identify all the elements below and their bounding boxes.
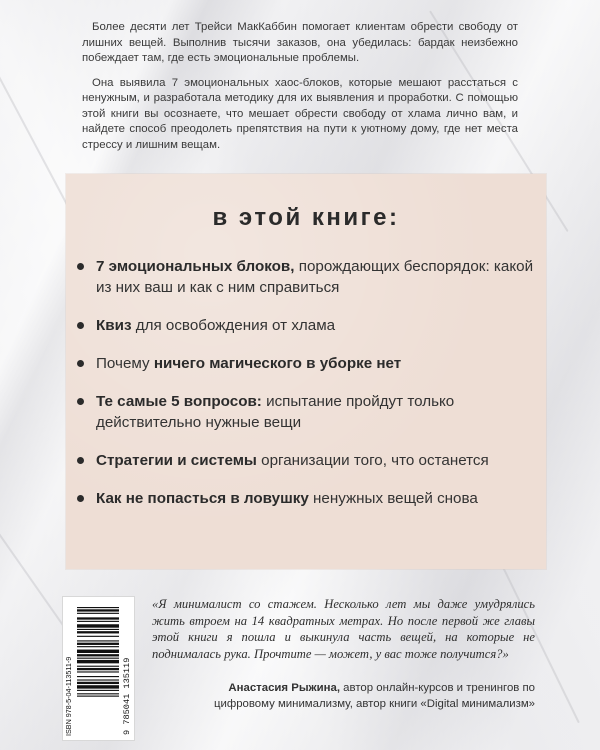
bullet-icon [77, 263, 84, 270]
barcode-bar [77, 621, 119, 622]
author-name: Анастасия Рыжина, [228, 682, 341, 694]
list-item-text: ненужных вещей снова [308, 490, 478, 507]
testimonial-author [170, 680, 535, 712]
list-item-bold: Стратегии и системы [96, 452, 257, 469]
list-item-text: для освобождения от хлама [131, 317, 336, 334]
barcode-bar [77, 696, 119, 697]
barcode-bar [77, 658, 119, 659]
list-item [76, 353, 536, 374]
barcode-bar [77, 640, 119, 641]
barcode-bar [77, 666, 119, 667]
barcode-bar [77, 690, 119, 691]
list-item [76, 488, 536, 509]
list-item-bold: Квиз [96, 317, 132, 334]
bullet-icon [77, 398, 84, 405]
bullet-icon [77, 322, 84, 329]
isbn-label: ISBN 978-5-04-113511-9 [64, 656, 73, 736]
list-item-text: испытание пройдут только действительно нужные вещи [96, 393, 455, 431]
barcode-bar [77, 693, 119, 694]
list-item [76, 450, 536, 471]
barcode-bar [77, 668, 119, 670]
intro-paragraph: Более десяти лет Трейси МакКаббин помогает клиентам обрести свободу от лишних вещей. Выполнив тысячи заказов, она убедилась: бардак неизбежно побеждает там, где есть эмоциональные проблемы. [82, 21, 518, 64]
list-item-text: организации того, что останется [256, 452, 489, 469]
barcode-bar [77, 682, 119, 684]
list-item [76, 391, 536, 433]
list-item-prefix: Почему [96, 355, 154, 372]
barcode [62, 596, 135, 741]
barcode-bars [77, 607, 119, 697]
testimonial-quote: «Я минималист со стажем. Несколько лет мы даже умудрялись жить втроем на 14 квадратных метрах. Но после первой же главы этой книги я пошла и выкинула часть вещей, на которые не поднималась рука. Прочтите — может, у вас тоже получится?» [152, 597, 535, 661]
barcode-bar [77, 679, 119, 680]
barcode-bar [77, 636, 119, 637]
list-item-bold: Те самые 5 вопросов: [96, 393, 262, 410]
list-item-bold: 7 эмоциональных блоков, [96, 258, 295, 275]
barcode-bar [77, 607, 119, 608]
panel-title: в этой книге: [212, 204, 400, 231]
list-item [76, 315, 536, 336]
barcode-bar [77, 676, 119, 677]
barcode-digits: 9 785041 135119 [122, 657, 132, 735]
author-description: автор онлайн-курсов и тренингов по цифровому минимализму, автор книги «Digital минимализм» [213, 682, 535, 710]
barcode-bar [77, 629, 119, 630]
intro-paragraph: Она выявила 7 эмоциональных хаос-блоков, которые мешают расстаться с ненужным, и разработала методику для их выявления и проработки. С помощью этой книги вы осознаете, что мешает обрести свободу от хлама лично вам, и найдете способ преодолеть препятствия на пути к уютному дому, где нет места стрессу и лишним вещам. [82, 76, 518, 151]
list-item [76, 256, 536, 298]
bullet-icon [77, 360, 84, 367]
barcode-bar [77, 609, 119, 611]
barcode-bar [77, 643, 119, 645]
barcode-bar [77, 646, 119, 647]
barcode-graphic [63, 597, 134, 740]
barcode-bar [77, 685, 119, 688]
contents-list [76, 256, 536, 526]
barcode-bar [77, 654, 119, 656]
barcode-bar [77, 671, 119, 672]
bullet-icon [77, 457, 84, 464]
list-item-bold: ничего магического в уборке нет [153, 355, 402, 372]
barcode-bar [77, 624, 119, 627]
list-item-bold: Как не попасться в ловушку [96, 490, 309, 507]
barcode-bar [77, 631, 119, 633]
barcode-bar [77, 650, 119, 653]
intro-text [82, 20, 518, 162]
list-item-text: порождающих беспорядок: какой из них ваш и как с ним справиться [96, 258, 534, 296]
barcode-bar [77, 660, 119, 663]
bullet-icon [77, 495, 84, 502]
barcode-bar [77, 613, 119, 614]
contents-panel [66, 174, 546, 569]
barcode-bar [77, 617, 119, 619]
